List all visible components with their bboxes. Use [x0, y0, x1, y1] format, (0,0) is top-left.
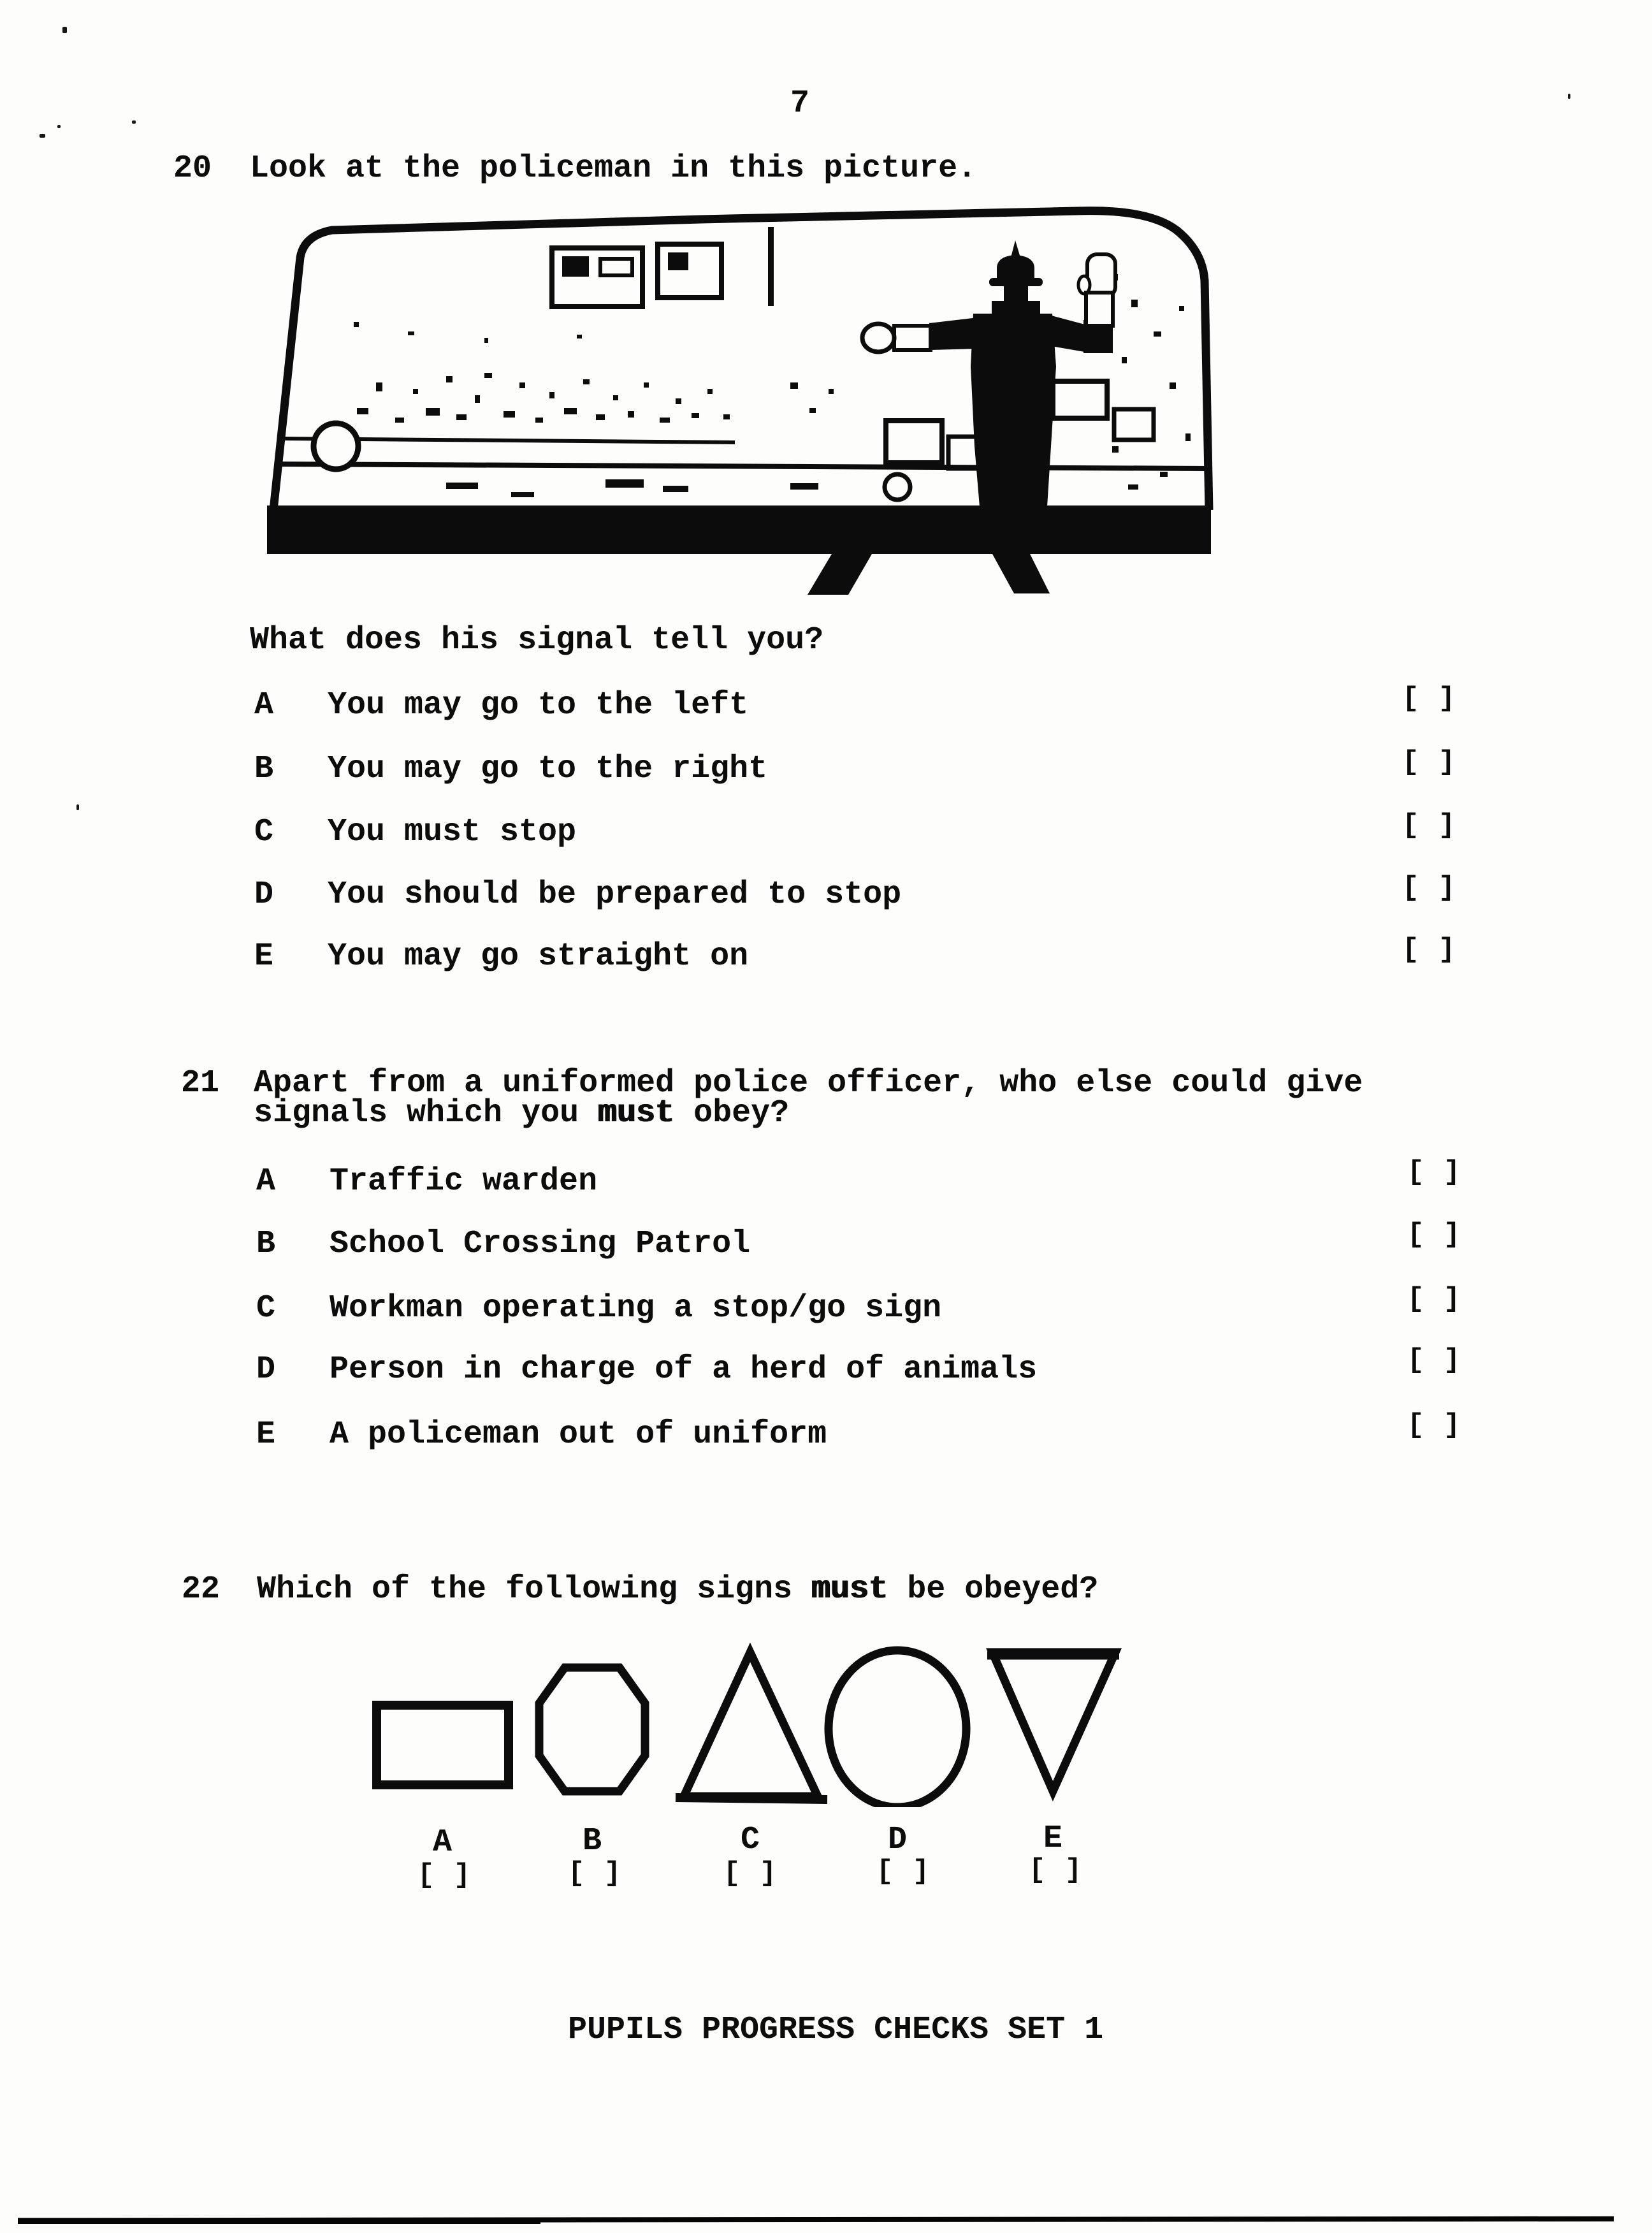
option-text: Person in charge of a herd of animals [330, 1351, 1038, 1388]
answer-checkbox[interactable]: [ ] [1402, 872, 1457, 904]
sign-label: A [433, 1824, 453, 1861]
scan-speck [62, 27, 67, 33]
answer-checkbox[interactable]: [ ] [1402, 810, 1457, 841]
bottom-scan-line [18, 2222, 540, 2224]
scan-speck [57, 125, 61, 128]
option-text: A policeman out of uniform [330, 1416, 827, 1453]
answer-checkbox[interactable]: [ ] [876, 1856, 931, 1888]
vent-circle-icon [314, 423, 358, 469]
policeman-picture [264, 205, 1221, 645]
sign-circle-icon [829, 1650, 966, 1807]
option-letter: C [254, 814, 274, 850]
answer-checkbox[interactable]: [ ] [1407, 1344, 1462, 1376]
answer-checkbox[interactable]: [ ] [1407, 1156, 1462, 1188]
left-cuff [894, 326, 931, 350]
option-letter: A [256, 1163, 276, 1200]
q22-prompt [257, 1571, 1099, 1608]
scan-speck [40, 134, 45, 138]
sign-rectangle-icon [377, 1705, 509, 1785]
option-letter: C [256, 1290, 276, 1327]
sign-label: E [1043, 1821, 1063, 1857]
answer-checkbox[interactable]: [ ] [1407, 1409, 1462, 1441]
wiper-leg [808, 554, 872, 595]
q22-prompt-pre: Which of the following signs [257, 1571, 812, 1608]
answer-checkbox[interactable]: [ ] [1407, 1219, 1462, 1251]
q20-prompt: Look at the policeman in this picture. [250, 150, 977, 187]
option-letter: E [254, 938, 274, 975]
answer-checkbox[interactable]: [ ] [1402, 746, 1457, 778]
q21-number: 21 [181, 1065, 220, 1102]
option-text: You may go to the left [328, 687, 749, 724]
scan-speck [132, 120, 136, 124]
raised-hand [1087, 254, 1115, 296]
scan-speck [76, 804, 79, 810]
sign-label: B [583, 1823, 602, 1859]
left-hand [862, 324, 894, 352]
sign-label: D [888, 1822, 908, 1858]
sign-octagon-icon [539, 1668, 645, 1791]
right-cuff [1086, 293, 1113, 326]
q21-prompt-line2-bold: must [598, 1095, 675, 1131]
shopfront-icon [658, 244, 721, 298]
option-letter: D [256, 1351, 276, 1388]
option-text: You may go to the right [328, 751, 768, 787]
dashboard [267, 506, 1211, 554]
q21-prompt-line2-post: obey? [674, 1095, 790, 1131]
q22-prompt-bold: must [811, 1571, 888, 1608]
option-letter: B [254, 751, 274, 787]
answer-checkbox[interactable]: [ ] [568, 1858, 623, 1889]
wiper-leg [992, 554, 1050, 593]
q20-question: What does his signal tell you? [250, 622, 824, 658]
answer-checkbox[interactable]: [ ] [1402, 934, 1457, 966]
option-letter: E [256, 1416, 276, 1453]
page-number: 7 [790, 85, 810, 122]
option-text: You should be prepared to stop [328, 876, 902, 913]
sign-triangle-down-icon [992, 1652, 1115, 1791]
q21-prompt-line2 [254, 1095, 790, 1131]
answer-checkbox[interactable]: [ ] [1029, 1854, 1083, 1886]
option-text: Traffic warden [330, 1163, 598, 1200]
option-text: Workman operating a stop/go sign [330, 1290, 942, 1327]
answer-checkbox[interactable]: [ ] [723, 1858, 778, 1889]
q20-number: 20 [173, 150, 212, 187]
option-text: You may go straight on [328, 938, 749, 975]
signs-row [344, 1635, 1147, 1807]
option-text: You must stop [328, 814, 577, 850]
q22-prompt-post: be obeyed? [888, 1571, 1099, 1608]
q22-number: 22 [182, 1571, 221, 1608]
option-text: School Crossing Patrol [330, 1226, 751, 1262]
footer-title: PUPILS PROGRESS CHECKS SET 1 [568, 2012, 1104, 2048]
sign-triangle-up-icon [684, 1652, 818, 1796]
option-letter: D [254, 876, 274, 913]
q21-prompt-line2-pre: signals which you [254, 1095, 598, 1131]
answer-checkbox[interactable]: [ ] [1407, 1283, 1462, 1315]
option-letter: A [254, 687, 274, 724]
q21-prompt-line1: Apart from a uniformed police officer, who else could give [254, 1065, 1363, 1102]
answer-checkbox[interactable]: [ ] [417, 1859, 472, 1891]
scan-speck [1568, 94, 1570, 99]
option-letter: B [256, 1226, 276, 1262]
sign-label: C [741, 1822, 760, 1858]
street-scene-noise [354, 227, 1191, 497]
answer-checkbox[interactable]: [ ] [1402, 683, 1457, 715]
